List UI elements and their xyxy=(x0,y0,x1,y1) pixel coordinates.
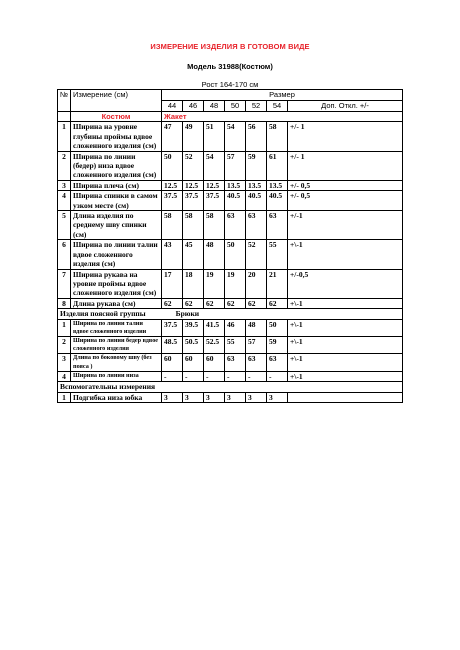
size-value: 56 xyxy=(246,122,267,151)
tolerance-value: +\-1 xyxy=(288,336,403,353)
size-value: 45 xyxy=(183,240,204,269)
size-value: 58 xyxy=(183,211,204,240)
size-value: 3 xyxy=(162,392,183,402)
size-value: 40.5 xyxy=(246,191,267,211)
tolerance-value: +/- 1 xyxy=(288,151,403,180)
table-row xyxy=(58,336,403,353)
size-value: 63 xyxy=(267,354,288,371)
row-number: 4 xyxy=(58,371,71,381)
row-number: 3 xyxy=(58,354,71,371)
document-title: ИЗМЕРЕНИЕ ИЗДЕЛИЯ В ГОТОВОМ ВИДЕ xyxy=(150,42,310,51)
size-value: 17 xyxy=(162,269,183,298)
size-value: 63 xyxy=(225,354,246,371)
table-row xyxy=(58,191,403,211)
size-value: 60 xyxy=(204,354,225,371)
size-value: 18 xyxy=(183,269,204,298)
measurement-name: Длина рукава (см) xyxy=(71,298,162,308)
size-value: 50.5 xyxy=(183,336,204,353)
size-value: 12.5 xyxy=(183,180,204,190)
size-value: 3 xyxy=(246,392,267,402)
model-label: Модель 31988(Костюм) xyxy=(187,62,273,71)
measurement-table xyxy=(57,89,403,403)
size-value: - xyxy=(246,371,267,381)
size-value: 59 xyxy=(246,151,267,180)
size-value: 52.5 xyxy=(204,336,225,353)
trousers-label: Брюки xyxy=(175,309,200,319)
size-col: 54 xyxy=(267,101,288,112)
size-value: - xyxy=(225,371,246,381)
size-value: 13.5 xyxy=(246,180,267,190)
size-value: 62 xyxy=(225,298,246,308)
size-value: 41.5 xyxy=(204,319,225,336)
row-number: 1 xyxy=(58,122,71,151)
table-row xyxy=(58,269,403,298)
size-value: 13.5 xyxy=(267,180,288,190)
set-label: Костюм xyxy=(71,112,162,122)
section-cell xyxy=(58,382,403,392)
measure-header: Измерение (см) xyxy=(71,90,162,112)
row-number: 5 xyxy=(58,211,71,240)
row-number: 1 xyxy=(58,392,71,402)
size-value: 58 xyxy=(204,211,225,240)
measurement-name: Подгибка низа юбка xyxy=(71,392,162,402)
size-value: 3 xyxy=(267,392,288,402)
section-cell xyxy=(58,309,403,319)
size-value: 60 xyxy=(183,354,204,371)
tolerance-header: Доп. Откл. +/- xyxy=(288,101,403,112)
size-col: 50 xyxy=(225,101,246,112)
row-number: 7 xyxy=(58,269,71,298)
table-row xyxy=(58,319,403,336)
num-header: № xyxy=(58,90,71,112)
size-value: 40.5 xyxy=(267,191,288,211)
size-value: 3 xyxy=(204,392,225,402)
size-value: 62 xyxy=(267,298,288,308)
size-value: 43 xyxy=(162,240,183,269)
tolerance-value: +\-1 xyxy=(288,371,403,381)
measurement-name: Ширина по линии талии вдвое сложенного изделия (см) xyxy=(71,240,162,269)
size-value: 47 xyxy=(162,122,183,151)
measurement-name: Ширина по линии бедер вдвое сложенного изделия xyxy=(71,336,162,353)
size-value: 20 xyxy=(246,269,267,298)
size-col: 46 xyxy=(183,101,204,112)
size-value: 63 xyxy=(246,354,267,371)
tolerance-value: +/-0,5 xyxy=(288,269,403,298)
table-row xyxy=(58,392,403,402)
size-value: 48.5 xyxy=(162,336,183,353)
table-row xyxy=(58,354,403,371)
size-value: 57 xyxy=(225,151,246,180)
size-value: 50 xyxy=(267,319,288,336)
section-title: Изделия поясной группы xyxy=(60,309,146,319)
measurement-name: Ширина рукава на уровне проймы вдвое сложенного изделия (см) xyxy=(71,269,162,298)
size-value: 62 xyxy=(183,298,204,308)
row-number: 4 xyxy=(58,191,71,211)
size-value: 40.5 xyxy=(225,191,246,211)
row-number: 1 xyxy=(58,319,71,336)
size-value: 52 xyxy=(246,240,267,269)
size-value: 59 xyxy=(267,336,288,353)
size-value: 60 xyxy=(162,354,183,371)
tolerance-value: +\-1 xyxy=(288,240,403,269)
size-value: 49 xyxy=(183,122,204,151)
measurement-name: Ширина по линии (бедер) низа вдвое сложенного изделия (см) xyxy=(71,151,162,180)
section-title: Вспомогательны измерения xyxy=(60,382,156,392)
size-col: 48 xyxy=(204,101,225,112)
size-value: 52 xyxy=(183,151,204,180)
size-value: 54 xyxy=(204,151,225,180)
size-value: 51 xyxy=(204,122,225,151)
size-value: 50 xyxy=(162,151,183,180)
size-value: 37.5 xyxy=(162,319,183,336)
size-col: 44 xyxy=(162,101,183,112)
size-value: 57 xyxy=(246,336,267,353)
jacket-label: Жакет xyxy=(162,112,403,122)
measurement-name: Длина по боковому шву (без пояса ) xyxy=(71,354,162,371)
table-row xyxy=(58,122,403,151)
size-value: - xyxy=(267,371,288,381)
table-row xyxy=(58,151,403,180)
size-value: 63 xyxy=(225,211,246,240)
tolerance-value: +/- 0,5 xyxy=(288,191,403,211)
size-value: 50 xyxy=(225,240,246,269)
row-number: 8 xyxy=(58,298,71,308)
section-row xyxy=(58,382,403,392)
table-row xyxy=(58,298,403,308)
size-value: 13.5 xyxy=(225,180,246,190)
tolerance-value xyxy=(288,392,403,402)
row-number: 2 xyxy=(58,336,71,353)
measurement-name: Ширина на уровне глубины проймы вдвое сложенного изделия (см) xyxy=(71,122,162,151)
section-row xyxy=(58,309,403,319)
size-value: 48 xyxy=(204,240,225,269)
size-value: 61 xyxy=(267,151,288,180)
height-label: Рост 164-170 см xyxy=(201,80,259,89)
size-value: 63 xyxy=(267,211,288,240)
size-value: 62 xyxy=(246,298,267,308)
tolerance-value: +/- 1 xyxy=(288,122,403,151)
size-value: 58 xyxy=(162,211,183,240)
measurement-name: Ширина плеча (см) xyxy=(71,180,162,190)
size-value: 12.5 xyxy=(204,180,225,190)
size-col: 52 xyxy=(246,101,267,112)
size-value: - xyxy=(162,371,183,381)
size-value: 58 xyxy=(267,122,288,151)
measurement-name: Ширина по линии низа xyxy=(71,371,162,381)
tolerance-value: +\-1 xyxy=(288,354,403,371)
size-value: 37.5 xyxy=(183,191,204,211)
table-row xyxy=(58,240,403,269)
size-value: - xyxy=(204,371,225,381)
size-value: 3 xyxy=(183,392,204,402)
size-value: 19 xyxy=(204,269,225,298)
measurement-name: Ширина спинки в самом узком месте (см) xyxy=(71,191,162,211)
size-value: 55 xyxy=(225,336,246,353)
size-value: 37.5 xyxy=(162,191,183,211)
tolerance-value: +\-1 xyxy=(288,298,403,308)
row-number: 6 xyxy=(58,240,71,269)
size-value: 39.5 xyxy=(183,319,204,336)
measurement-name: Ширина по линии талии вдвое сложенного изделии xyxy=(71,319,162,336)
size-value: 55 xyxy=(267,240,288,269)
size-value: 21 xyxy=(267,269,288,298)
table-row xyxy=(58,180,403,190)
size-value: 62 xyxy=(204,298,225,308)
tolerance-value: +/- 0,5 xyxy=(288,180,403,190)
table-row xyxy=(58,371,403,381)
size-value: - xyxy=(183,371,204,381)
size-value: 37.5 xyxy=(204,191,225,211)
size-value: 62 xyxy=(162,298,183,308)
row-number: 3 xyxy=(58,180,71,190)
size-header: Размер xyxy=(162,90,403,101)
size-value: 19 xyxy=(225,269,246,298)
tolerance-value: +/-1 xyxy=(288,211,403,240)
size-value: 12.5 xyxy=(162,180,183,190)
measurement-name: Длина изделия по среднему шву спинки (см) xyxy=(71,211,162,240)
row-number: 2 xyxy=(58,151,71,180)
size-value: 63 xyxy=(246,211,267,240)
table-row xyxy=(58,211,403,240)
size-value: 46 xyxy=(225,319,246,336)
size-value: 3 xyxy=(225,392,246,402)
size-value: 48 xyxy=(246,319,267,336)
size-value: 54 xyxy=(225,122,246,151)
tolerance-value: +\-1 xyxy=(288,319,403,336)
